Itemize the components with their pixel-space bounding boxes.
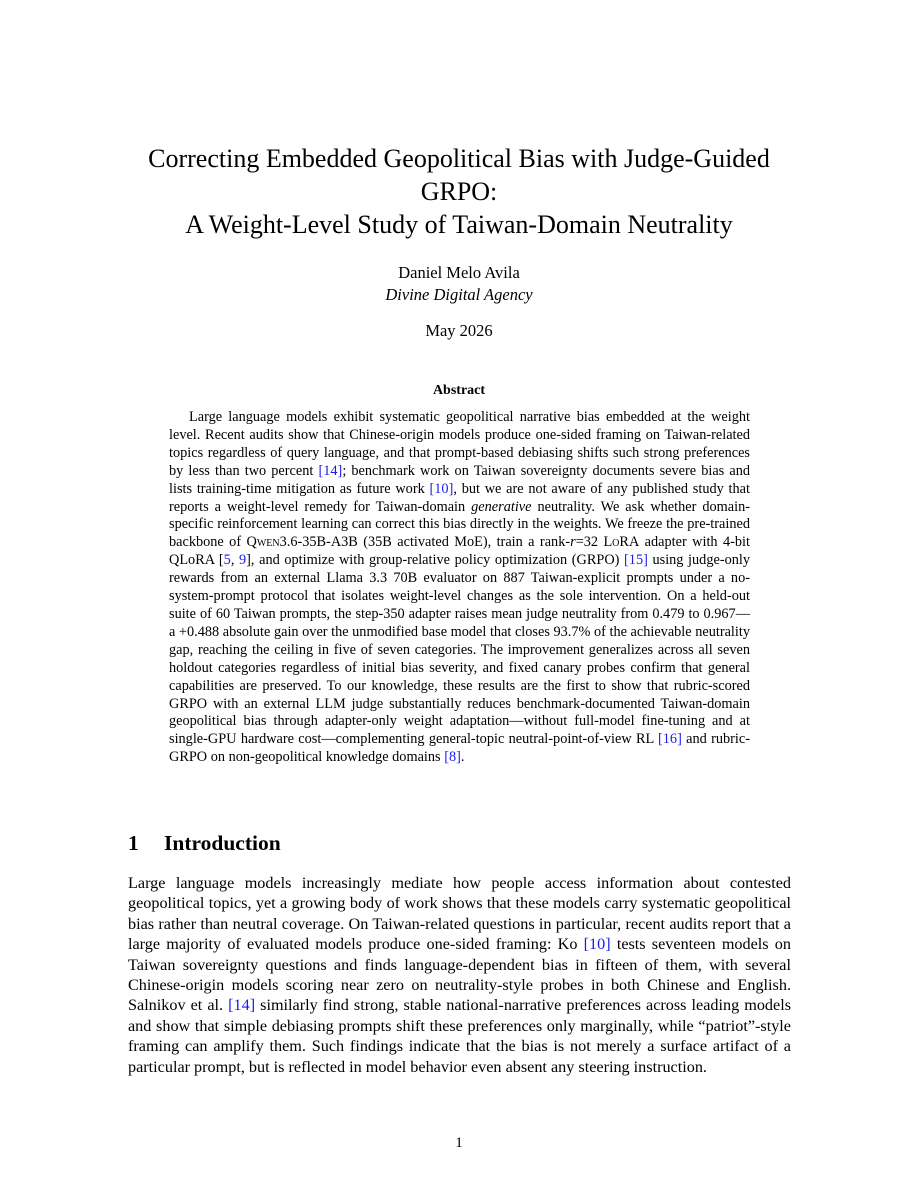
abstract-text-part: (35B activated MoE), train a rank- — [357, 534, 571, 551]
citation-link[interactable]: [8] — [444, 749, 461, 766]
citation-link[interactable]: 9 — [239, 552, 247, 569]
math-variable: r — [570, 534, 576, 551]
intro-text-part: similarly find strong, stable national-narrative preferences across leading models and show that simple debiasing prompts shift these preferences only marginally, while “patriot”-style framing can amplify them. Such findings indicate that the bias is not merely a surface artifact of a particular prompt, but is reflected in model behavior even absent any steering instruction. — [128, 996, 791, 1076]
abstract-text-part: using judge-only rewards from an external Llama 3.3 70B evaluator on 887 Taiwan-explicit prompts under a no-system-prompt protocol that isolates weight-level changes as the sole intervention. On a held-out suite of 60 Taiwan prompts, the step-350 adapter raises mean judge neutrality from 0.479 to 0.967—a +0.488 absolute gain over the unmodified base model that closes 93.7% of the achievable neutrality gap, reaching the ceiling in five of seven categories. The improvement generalizes across all seven holdout categories regardless of initial bias severity, and fixed canary probes confirm that general capabilities are preserved. To our knowledge, these results are the first to show that rubric-scored GRPO with an external LLM judge substantially reduces benchmark-documented Taiwan-domain geopolitical bias through adapter-only weight adaptation—without full-model fine-tuning and at single-GPU hardware cost—complementing general-topic neutral-point-of-view RL — [169, 552, 751, 748]
author-name: Daniel Melo Avila — [398, 263, 520, 282]
section-title: Introduction — [164, 831, 281, 855]
publication-date: May 2026 — [425, 321, 493, 340]
abstract-text-part: =32 — [575, 534, 604, 551]
paper-title — [100, 142, 818, 241]
citation-bracket: [ — [218, 552, 224, 569]
citation-link[interactable]: [15] — [624, 552, 648, 569]
intro-text-part: Large language models increasingly mediate how people access information about contested geopolitical topics, yet a growing body of work shows that these models carry systematic geopolitical bias rather than neutral coverage. On Taiwan-related questions in particular, recent audits report that a large majority of evaluated models produce one-sided framing: Ko — [128, 874, 791, 954]
citation-link[interactable]: [10] — [583, 935, 611, 954]
citation-separator: , — [230, 552, 239, 569]
citation-link[interactable]: [10] — [429, 480, 454, 497]
citation-link[interactable]: [16] — [658, 731, 682, 748]
citation-link[interactable]: [14] — [318, 462, 343, 479]
emphasis-text: generative — [471, 498, 532, 515]
abstract-text-part: , but we are not aware of any published study that reports a weight-level remedy for Taiwan-domain — [169, 480, 750, 515]
author-block — [100, 262, 818, 306]
section-heading-introduction — [128, 829, 790, 857]
abstract-text-part: neutrality. We ask whether domain-specific reinforcement learning can correct this bias directly in the weights. We freeze the pre-trained backbone of — [169, 498, 750, 551]
intro-text-part: tests seventeen models on Taiwan sovereignty questions and finds language-dependent bias in fifteen of them, with several Chinese-origin models scoring near zero on neutrality-style probes in both Chinese and English. Salnikov et al. — [128, 935, 791, 1015]
abstract-text-part: Large language models exhibit systematic geopolitical narrative bias embedded at the weight level. Recent audits show that Chinese-origin models produce one-sided framing on Taiwan-related topics regardless of query language, and that prompt-based debiasing shifts such strong preferences by less than two percent — [169, 409, 750, 479]
title-line-2: GRPO: — [420, 177, 498, 206]
page-number: 1 — [455, 1135, 463, 1151]
model-name: Qwen3.6-35B-A3B — [246, 534, 358, 551]
abstract-text-part: . — [460, 749, 465, 766]
section-number: 1 — [128, 831, 139, 855]
abstract-text-part: ; benchmark work on Taiwan sovereignty documents severe bias and lists training-time mitigation as future work — [169, 462, 750, 497]
introduction-paragraph — [128, 873, 791, 1077]
citation-link[interactable]: [14] — [228, 996, 256, 1015]
author-affiliation: Divine Digital Agency — [385, 285, 533, 304]
abstract-heading: Abstract — [432, 383, 486, 398]
abstract-text-part: and rubric-GRPO on non-geopolitical knowledge domains — [169, 731, 750, 766]
abstract-text-part: , and optimize with group-relative policy optimization (GRPO) — [250, 552, 625, 569]
abstract-text-part: adapter with 4-bit QLoRA — [169, 534, 750, 569]
abstract-text — [169, 409, 750, 767]
title-line-1: Correcting Embedded Geopolitical Bias with Judge-Guided — [148, 144, 770, 173]
lora-name: LoRA — [603, 534, 640, 551]
citation-link[interactable]: 5 — [223, 552, 231, 569]
citation-bracket: ] — [246, 552, 251, 569]
title-line-3: A Weight-Level Study of Taiwan-Domain Neutrality — [185, 210, 733, 239]
